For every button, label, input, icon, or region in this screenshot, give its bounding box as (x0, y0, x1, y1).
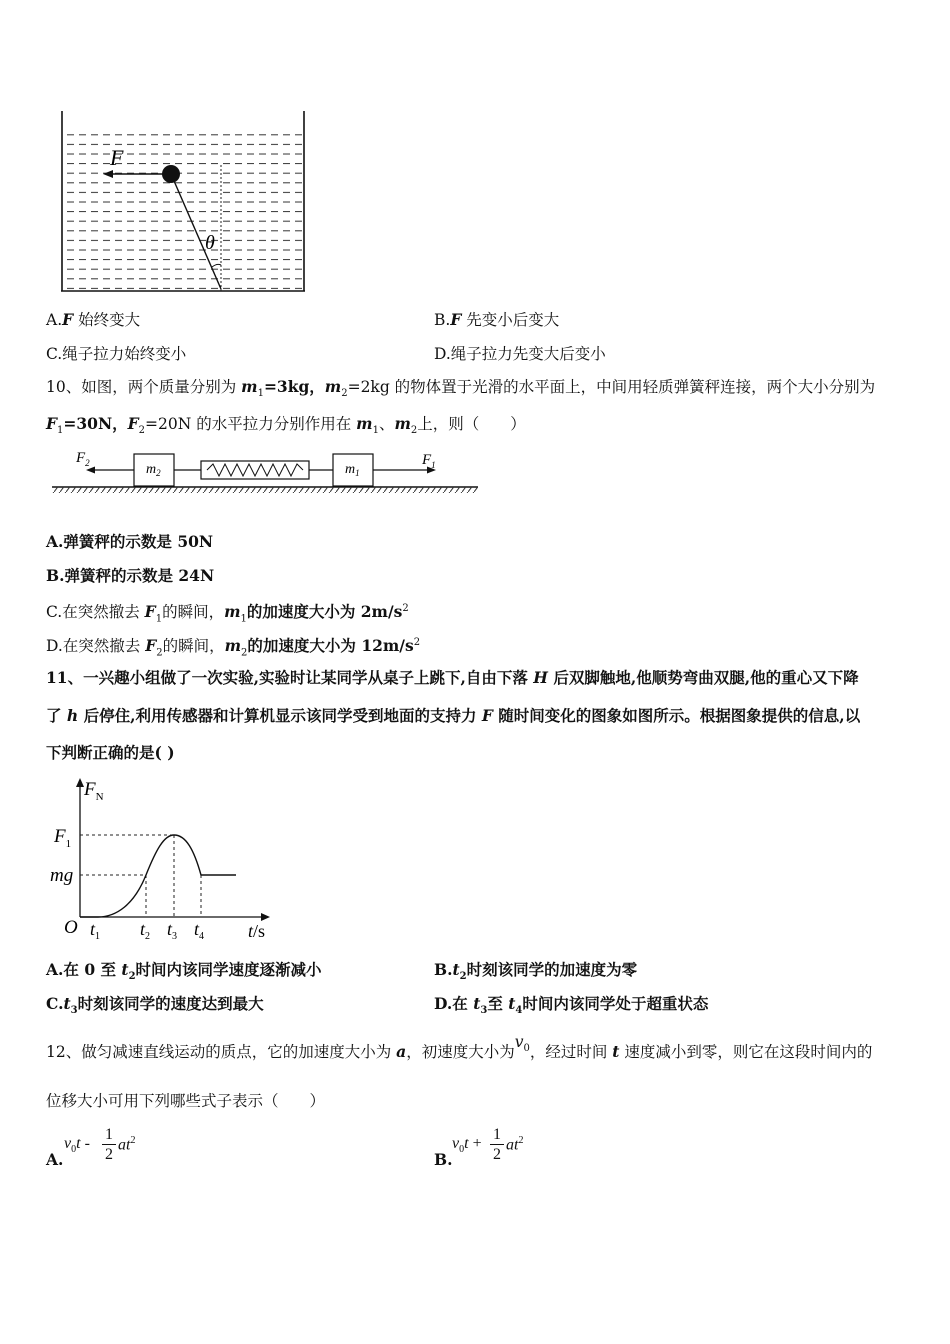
mg-tick-label: mg (50, 865, 74, 886)
q11-stem-line2: 了 h 后停住,利用传感器和计算机显示该同学受到地面的支持力 F 随时间变化的图象如图所示。根据图象提供的信息,以 (46, 706, 861, 725)
q11-option-d[interactable]: D.在 $t_3$至 $t_4$时间内该同学处于超重状态 (434, 994, 709, 1017)
q10-option-a[interactable]: A.弹簧秤的示数是 50N (46, 532, 214, 551)
f2-label: $F_2$ (76, 450, 90, 468)
q12-stem-line1: 12、做匀减速直线运动的质点，它的加速度大小为 a，初速度大小为$v_0$，经过时间 t 速度减小到零，则它在这段时间内的 (46, 1033, 873, 1061)
q12-formula-b: $v_0t$ + (452, 1135, 482, 1156)
q11-option-a[interactable]: A.在 0 至 $t_2$时间内该同学速度逐渐减小 (46, 960, 322, 983)
t1-tick-label: $t_1$ (90, 919, 101, 942)
m2-block-label: $m_2$ (146, 462, 161, 478)
q11-option-b[interactable]: $B.t_2$时刻该同学的加速度为零 (434, 960, 638, 983)
q9-option-c[interactable]: C.绳子拉力始终变小 (46, 345, 187, 363)
m1-block-label: $m_1$ (345, 462, 360, 478)
q10-option-b[interactable]: B.弹簧秤的示数是 24N (46, 566, 215, 585)
angle-label: θ (205, 232, 215, 254)
q11-stem-line3: 下判断正确的是( ) (46, 743, 175, 762)
q12-fraction-a: 1 2 (102, 1126, 116, 1165)
q10-option-d[interactable]: D.在突然撤去 $F_2$的瞬间，$m_2$的加速度大小为 $12m/s^2$ (46, 636, 421, 659)
q11-force-time-graph (46, 775, 286, 945)
force-label: F (110, 145, 124, 170)
q12-formula-a: $v_0t$ - (64, 1135, 90, 1156)
t2-tick-label: $t_2$ (140, 919, 151, 942)
q10-stem-line1: 10、如图，两个质量分别为 $m_1=3kg$，$m_2=2kg$ 的物体置于光滑的水平面上，中间用轻质弹簧秤连接，两个大小分别为 (46, 377, 876, 400)
q12-stem-line2: 位移大小可用下列哪些式子表示（ ） (46, 1092, 326, 1110)
q9-option-d[interactable]: D.绳子拉力先变大后变小 (434, 345, 606, 363)
y-axis-label: $F_N$ (84, 779, 104, 803)
t4-tick-label: $t_4$ (194, 919, 205, 942)
t3-tick-label: $t_3$ (167, 919, 178, 942)
q9-option-b[interactable]: B.F 先变小后变大 (434, 310, 560, 329)
q10-blocks-figure (48, 444, 483, 500)
x-axis-label: t/s (248, 921, 266, 941)
q11-stem-line1: 11、一兴趣小组做了一次实验,实验时让某同学从桌子上跳下,自由下落 H 后双脚触地,他顺势弯曲双腿,他的重心又下降 (46, 668, 859, 687)
q9-option-a[interactable]: A.F 始终变大 (46, 310, 141, 329)
q12-fraction-b: 1 2 (490, 1126, 504, 1165)
q9-beaker-figure (55, 105, 315, 297)
origin-label: O (64, 917, 78, 938)
q11-option-c[interactable]: $C.t_3$时刻该同学的速度达到最大 (46, 994, 264, 1017)
f1-tick-label: $F_1$ (54, 826, 72, 850)
f1-label: $F_1$ (422, 452, 436, 470)
q10-option-c[interactable]: C.在突然撤去 $F_1$的瞬间，$m_1$的加速度大小为 $2m/s^2$ (46, 602, 409, 625)
q10-stem-line2: $F_1=30N$，$F_2=20N$ 的水平拉力分别作用在 $m_1$、$m_2$上，则（ ） (46, 414, 526, 437)
